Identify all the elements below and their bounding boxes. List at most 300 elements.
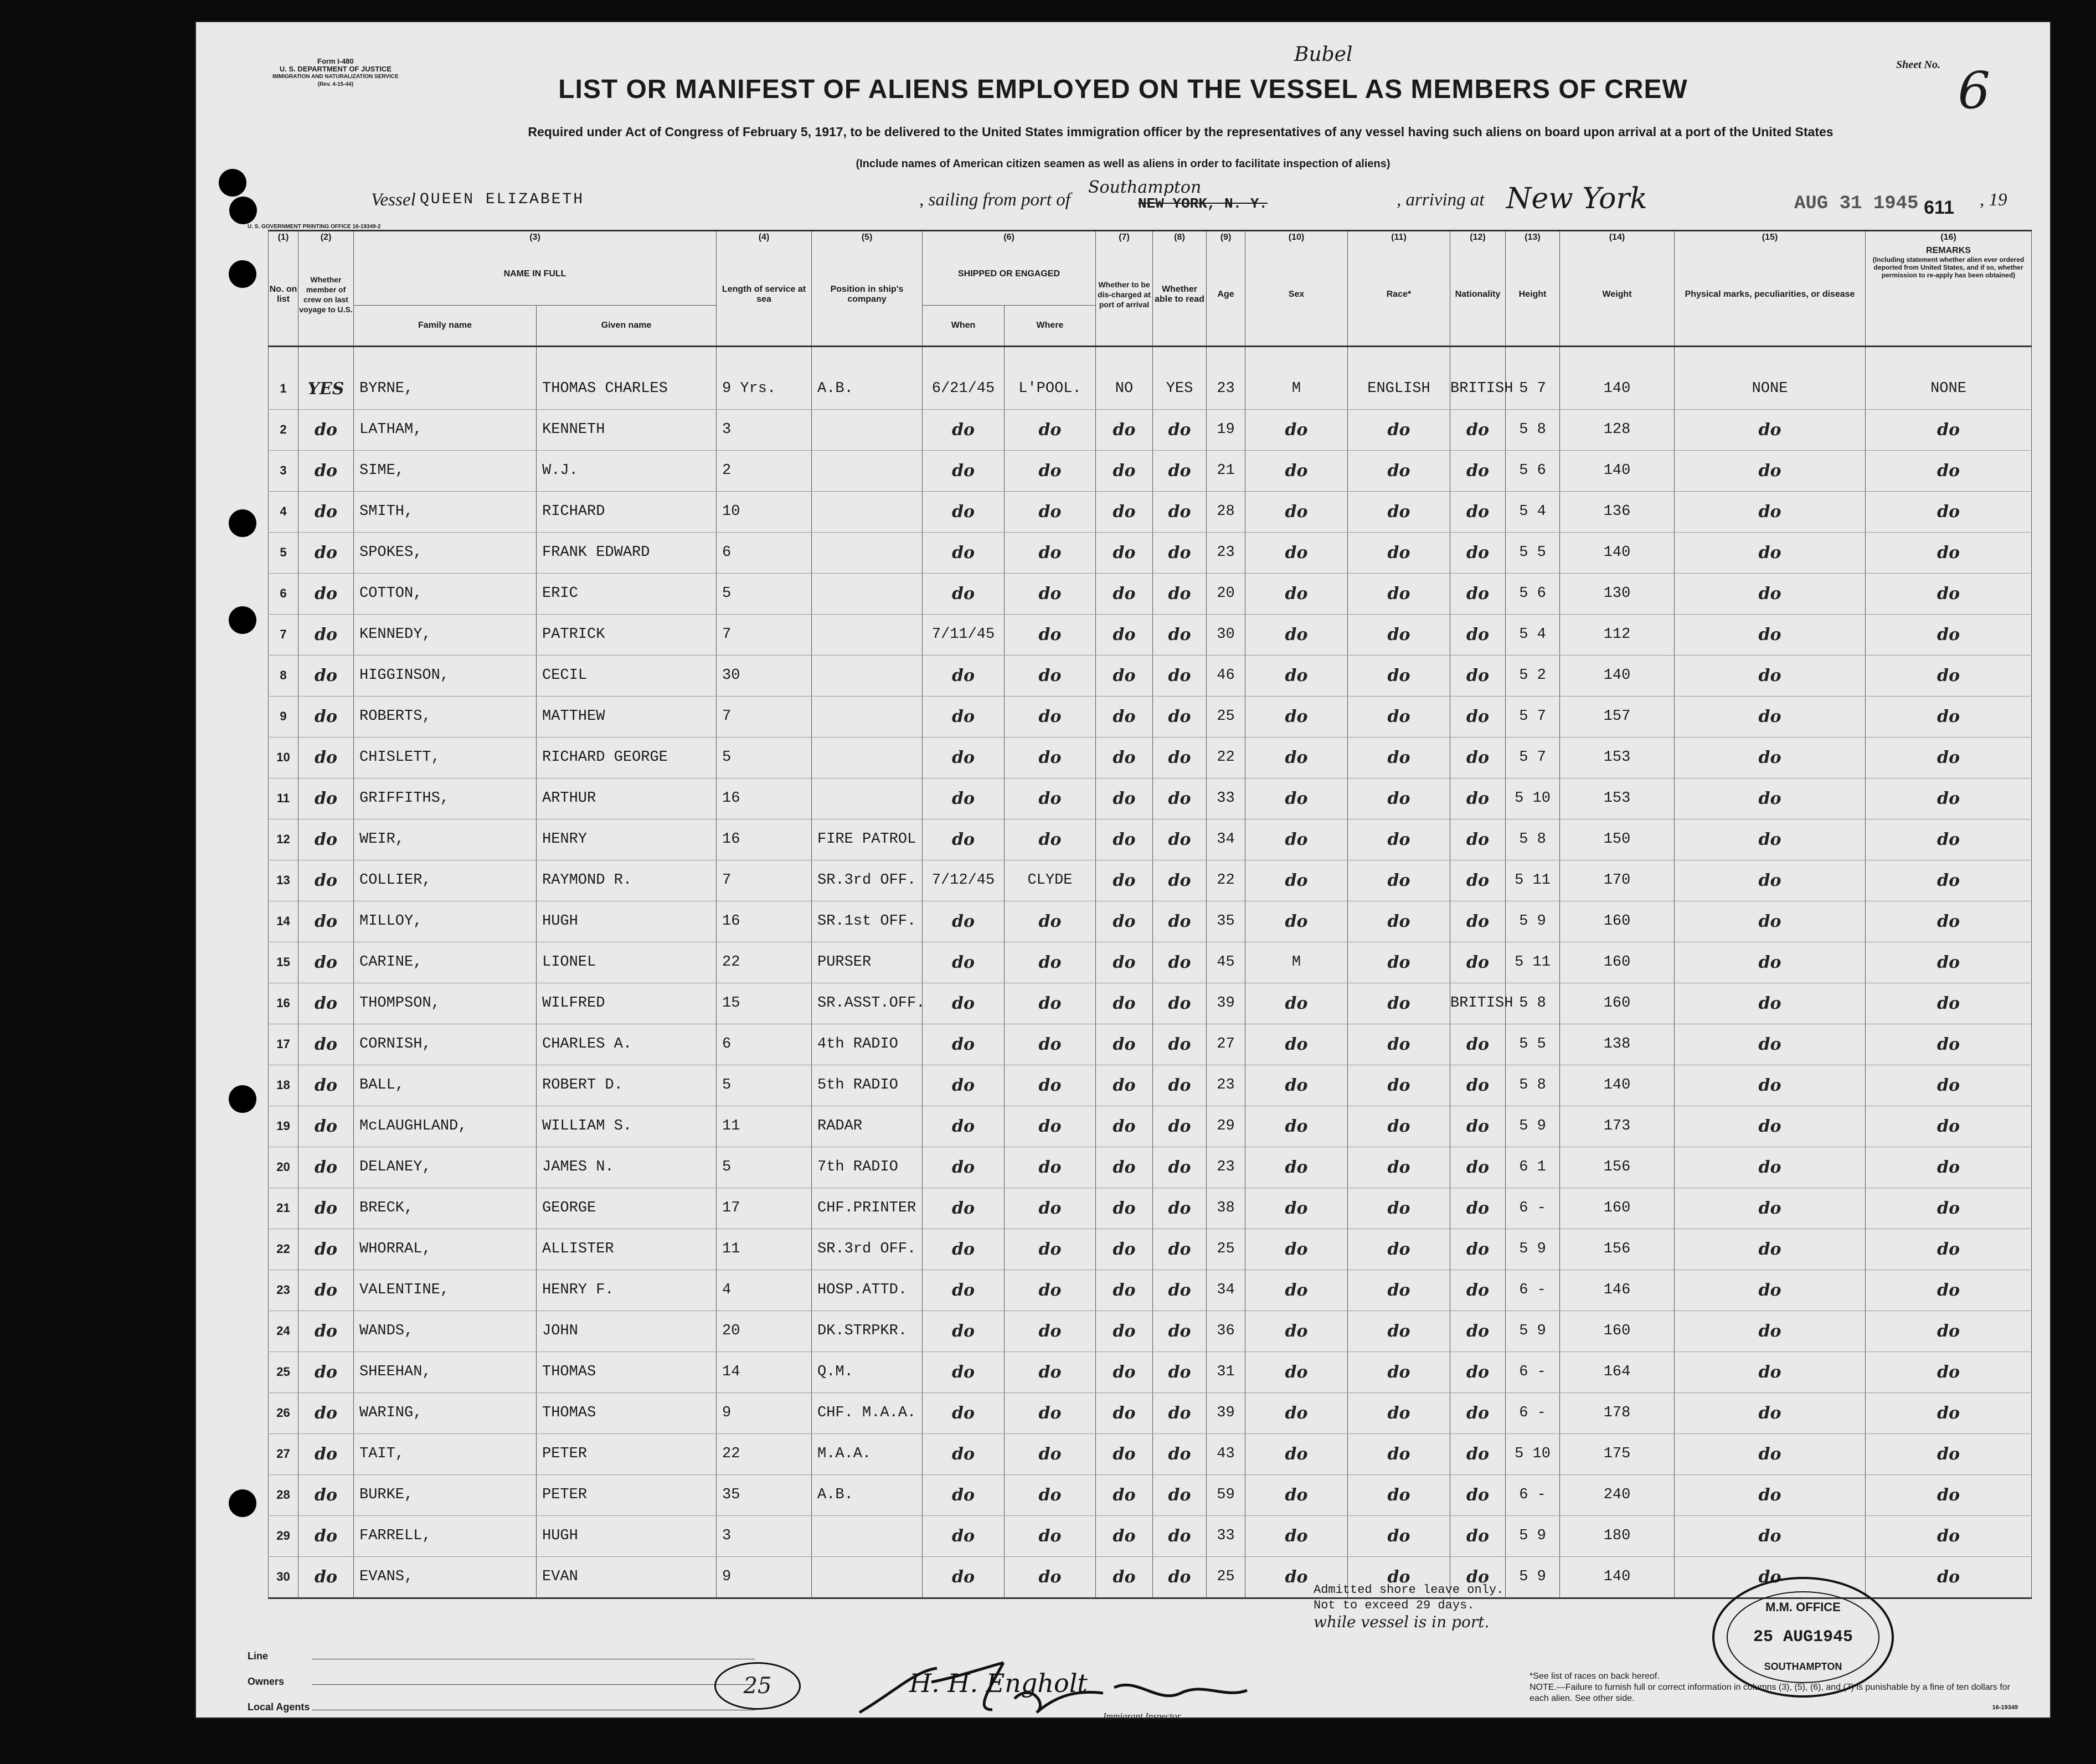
cell-no: 18: [269, 1065, 298, 1106]
cell-race: ENGLISH: [1348, 369, 1450, 410]
cell-weight: 140: [1560, 369, 1675, 410]
col-num: (5): [812, 231, 923, 244]
cell-discharged: do: [1096, 860, 1153, 901]
cell-remarks: do: [1866, 1392, 2032, 1433]
cell-where: do: [1005, 901, 1096, 942]
cell-physical: do: [1675, 1515, 1866, 1556]
crew-row: [269, 409, 2032, 450]
cell-family: WARING,: [354, 1392, 537, 1433]
crew-table: [268, 230, 2032, 1599]
cell-where: do: [1005, 450, 1096, 491]
cell-position: [812, 696, 923, 737]
punch-hole: [229, 1489, 256, 1517]
cell-age: 28: [1207, 491, 1245, 532]
cell-family: BALL,: [354, 1065, 537, 1106]
cell-where: do: [1005, 1270, 1096, 1311]
manifest-number: 611: [1924, 197, 1954, 218]
cell-family: LATHAM,: [354, 409, 537, 450]
cell-discharged: do: [1096, 778, 1153, 819]
cell-nationality: do: [1450, 1106, 1506, 1147]
cell-nationality: do: [1450, 491, 1506, 532]
cell-discharged: do: [1096, 532, 1153, 573]
cell-where: do: [1005, 491, 1096, 532]
cell-family: FARRELL,: [354, 1515, 537, 1556]
cell-when: do: [923, 1147, 1005, 1188]
header-remarks: [1866, 244, 2032, 347]
cell-weight: 160: [1560, 942, 1675, 983]
cell-where: do: [1005, 1474, 1096, 1515]
cell-nationality: do: [1450, 1147, 1506, 1188]
cell-position: [812, 491, 923, 532]
cell-sex: do: [1245, 1147, 1348, 1188]
cell-service: 5: [717, 573, 812, 614]
cell-position: [812, 532, 923, 573]
cell-member: do: [298, 491, 354, 532]
cell-member: do: [298, 860, 354, 901]
cell-age: 45: [1207, 942, 1245, 983]
header-physical-marks: Physical marks, peculiarities, or disease: [1675, 244, 1866, 347]
cell-position: [812, 614, 923, 655]
cell-family: MILLOY,: [354, 901, 537, 942]
cell-where: do: [1005, 1106, 1096, 1147]
cell-height: 5 7: [1506, 737, 1560, 778]
cell-nationality: do: [1450, 696, 1506, 737]
cell-member: do: [298, 1392, 354, 1433]
crew-row: [269, 860, 2032, 901]
cell-weight: 240: [1560, 1474, 1675, 1515]
cell-service: 9: [717, 1556, 812, 1598]
crew-row: [269, 1229, 2032, 1270]
cell-race: do: [1348, 1433, 1450, 1474]
vessel-name: QUEEN ELIZABETH: [420, 191, 585, 208]
cell-physical: do: [1675, 491, 1866, 532]
service: IMMIGRATION AND NATURALIZATION SERVICE: [272, 74, 399, 80]
cell-discharged: do: [1096, 1474, 1153, 1515]
cell-age: 43: [1207, 1433, 1245, 1474]
cell-race: do: [1348, 532, 1450, 573]
cell-sex: do: [1245, 1433, 1348, 1474]
cell-physical: do: [1675, 450, 1866, 491]
cell-position: 7th RADIO: [812, 1147, 923, 1188]
cell-weight: 164: [1560, 1352, 1675, 1392]
cell-member: do: [298, 1229, 354, 1270]
cell-age: 19: [1207, 409, 1245, 450]
cell-given: GEORGE: [537, 1188, 717, 1229]
cell-nationality: do: [1450, 1065, 1506, 1106]
cell-height: 5 5: [1506, 1024, 1560, 1065]
cell-nationality: do: [1450, 1515, 1506, 1556]
include-note: (Include names of American citizen seamen as well as aliens in order to facilitate inspection of aliens): [856, 158, 1391, 170]
cell-given: PATRICK: [537, 614, 717, 655]
cell-sex: do: [1245, 1474, 1348, 1515]
col-num: (11): [1348, 231, 1450, 244]
cell-when: do: [923, 1352, 1005, 1392]
cell-where: do: [1005, 614, 1096, 655]
cell-age: 22: [1207, 737, 1245, 778]
cell-physical: do: [1675, 1188, 1866, 1229]
punch-hole: [229, 260, 256, 288]
cell-age: 35: [1207, 901, 1245, 942]
cell-given: LIONEL: [537, 942, 717, 983]
cell-race: do: [1348, 1311, 1450, 1352]
cell-height: 5 11: [1506, 860, 1560, 901]
cell-where: do: [1005, 1515, 1096, 1556]
cell-service: 6: [717, 1024, 812, 1065]
cell-when: do: [923, 1065, 1005, 1106]
cell-position: [812, 1515, 923, 1556]
crew-row: [269, 1106, 2032, 1147]
cell-member: do: [298, 450, 354, 491]
cell-sex: do: [1245, 655, 1348, 696]
cell-family: SIME,: [354, 450, 537, 491]
cell-where: do: [1005, 655, 1096, 696]
cell-height: 5 11: [1506, 942, 1560, 983]
col-num: (4): [717, 231, 812, 244]
cell-sex: do: [1245, 1556, 1348, 1598]
col-num: (16): [1866, 231, 2032, 244]
cell-remarks: do: [1866, 614, 2032, 655]
cell-remarks: do: [1866, 1556, 2032, 1598]
cell-physical: do: [1675, 1065, 1866, 1106]
cell-remarks: do: [1866, 655, 2032, 696]
arriving-label: , arriving at: [1397, 190, 1485, 210]
cell-when: do: [923, 983, 1005, 1024]
cell-no: 4: [269, 491, 298, 532]
cell-service: 9 Yrs.: [717, 369, 812, 410]
cell-nationality: do: [1450, 737, 1506, 778]
cell-position: FIRE PATROL: [812, 819, 923, 860]
cell-remarks: do: [1866, 860, 2032, 901]
cell-family: COLLIER,: [354, 860, 537, 901]
cell-race: do: [1348, 1474, 1450, 1515]
cell-weight: 130: [1560, 573, 1675, 614]
cell-sex: M: [1245, 369, 1348, 410]
cell-discharged: do: [1096, 1392, 1153, 1433]
header-name-in-full: NAME IN FULL: [354, 244, 717, 305]
cell-member: do: [298, 573, 354, 614]
cell-family: DELANEY,: [354, 1147, 537, 1188]
owners-blank: [312, 1684, 755, 1685]
cell-when: do: [923, 901, 1005, 942]
cell-race: do: [1348, 1106, 1450, 1147]
cell-when: do: [923, 819, 1005, 860]
cell-discharged: do: [1096, 1515, 1153, 1556]
cell-sex: do: [1245, 532, 1348, 573]
cell-read: do: [1153, 1474, 1207, 1515]
admitted-handwritten: while vessel is in port.: [1314, 1613, 1490, 1631]
cell-height: 5 9: [1506, 1106, 1560, 1147]
revision: (Rev. 4-15-44): [317, 81, 354, 87]
cell-sex: do: [1245, 491, 1348, 532]
crew-row: [269, 778, 2032, 819]
cell-position: 4th RADIO: [812, 1024, 923, 1065]
circled-count: 25: [714, 1662, 801, 1710]
cell-discharged: do: [1096, 1147, 1153, 1188]
cell-read: do: [1153, 819, 1207, 860]
cell-when: do: [923, 532, 1005, 573]
crew-row: [269, 1392, 2032, 1433]
cell-remarks: do: [1866, 450, 2032, 491]
cell-service: 22: [717, 1433, 812, 1474]
col-num: (1): [269, 231, 298, 244]
cell-service: 10: [717, 491, 812, 532]
header-height: Height: [1506, 244, 1560, 347]
cell-physical: do: [1675, 1106, 1866, 1147]
cell-weight: 157: [1560, 696, 1675, 737]
cell-service: 16: [717, 819, 812, 860]
cell-weight: 156: [1560, 1147, 1675, 1188]
cell-member: do: [298, 819, 354, 860]
cell-no: 13: [269, 860, 298, 901]
cell-no: 23: [269, 1270, 298, 1311]
header-family-name: Family name: [354, 305, 537, 346]
header-row-1: [269, 244, 2032, 305]
cell-weight: 153: [1560, 778, 1675, 819]
header-race: Race*: [1348, 244, 1450, 347]
cell-member: do: [298, 1433, 354, 1474]
cell-weight: 140: [1560, 655, 1675, 696]
cell-weight: 170: [1560, 860, 1675, 901]
cell-service: 7: [717, 614, 812, 655]
punch-hole: [219, 169, 246, 197]
cell-age: 38: [1207, 1188, 1245, 1229]
cell-remarks: do: [1866, 778, 2032, 819]
cell-weight: 150: [1560, 819, 1675, 860]
cell-read: do: [1153, 1065, 1207, 1106]
cell-read: do: [1153, 1556, 1207, 1598]
cell-weight: 140: [1560, 532, 1675, 573]
cell-discharged: do: [1096, 737, 1153, 778]
cell-height: 5 2: [1506, 655, 1560, 696]
cell-when: do: [923, 1392, 1005, 1433]
cell-when: do: [923, 696, 1005, 737]
cell-position: DK.STRPKR.: [812, 1311, 923, 1352]
cell-discharged: do: [1096, 573, 1153, 614]
header-age: Age: [1207, 244, 1245, 347]
cell-age: 33: [1207, 1515, 1245, 1556]
cell-age: 21: [1207, 450, 1245, 491]
cell-family: BRECK,: [354, 1188, 537, 1229]
cell-position: A.B.: [812, 1474, 923, 1515]
cell-weight: 153: [1560, 737, 1675, 778]
cell-given: RAYMOND R.: [537, 860, 717, 901]
cell-no: 7: [269, 614, 298, 655]
admitted-line-1: Admitted shore leave only.: [1314, 1583, 1504, 1597]
cell-family: COTTON,: [354, 573, 537, 614]
crew-row: [269, 696, 2032, 737]
cell-discharged: do: [1096, 409, 1153, 450]
cell-weight: 175: [1560, 1433, 1675, 1474]
cell-where: do: [1005, 1188, 1096, 1229]
cell-family: HIGGINSON,: [354, 655, 537, 696]
cell-height: 5 9: [1506, 1515, 1560, 1556]
cell-service: 16: [717, 901, 812, 942]
cell-sex: do: [1245, 1352, 1348, 1392]
cell-race: do: [1348, 491, 1450, 532]
header-given-name: Given name: [537, 305, 717, 346]
cell-age: 23: [1207, 369, 1245, 410]
cell-given: JOHN: [537, 1311, 717, 1352]
col-num: (9): [1207, 231, 1245, 244]
cell-when: do: [923, 1311, 1005, 1352]
cell-read: do: [1153, 778, 1207, 819]
cell-physical: do: [1675, 614, 1866, 655]
cell-weight: 160: [1560, 1311, 1675, 1352]
cell-remarks: do: [1866, 1106, 2032, 1147]
cell-given: ERIC: [537, 573, 717, 614]
cell-physical: do: [1675, 1352, 1866, 1392]
cell-where: do: [1005, 983, 1096, 1024]
cell-where: do: [1005, 1556, 1096, 1598]
cell-given: CHARLES A.: [537, 1024, 717, 1065]
cell-service: 4: [717, 1270, 812, 1311]
cell-where: L'POOL.: [1005, 369, 1096, 410]
cell-physical: NONE: [1675, 369, 1866, 410]
cell-member: YES: [298, 369, 354, 410]
cell-member: do: [298, 1474, 354, 1515]
col-num: (7): [1096, 231, 1153, 244]
cell-read: do: [1153, 450, 1207, 491]
cell-where: do: [1005, 819, 1096, 860]
cell-no: 24: [269, 1311, 298, 1352]
cell-no: 25: [269, 1352, 298, 1392]
crew-row: [269, 614, 2032, 655]
cell-where: do: [1005, 1024, 1096, 1065]
cell-no: 8: [269, 655, 298, 696]
sailing-struck: NEW YORK, N. Y.: [1138, 195, 1268, 212]
cell-nationality: do: [1450, 860, 1506, 901]
cell-age: 33: [1207, 778, 1245, 819]
cell-remarks: do: [1866, 1311, 2032, 1352]
header-when: When: [923, 305, 1005, 346]
column-number-row: [269, 231, 2032, 244]
crew-row: [269, 1188, 2032, 1229]
vessel-label: Vessel: [371, 190, 416, 210]
cell-age: 25: [1207, 1556, 1245, 1598]
cell-given: HENRY F.: [537, 1270, 717, 1311]
cell-discharged: do: [1096, 1024, 1153, 1065]
footer-labels: [248, 1643, 310, 1720]
cell-physical: do: [1675, 942, 1866, 983]
cell-race: do: [1348, 696, 1450, 737]
admitted-line-2: Not to exceed 29 days.: [1314, 1598, 1475, 1612]
cell-age: 23: [1207, 1065, 1245, 1106]
cell-age: 46: [1207, 655, 1245, 696]
cell-no: 10: [269, 737, 298, 778]
cell-discharged: do: [1096, 1106, 1153, 1147]
cell-member: do: [298, 1352, 354, 1392]
cell-remarks: do: [1866, 819, 2032, 860]
manifest-page: [195, 21, 2051, 1719]
cell-read: do: [1153, 655, 1207, 696]
cell-family: EVANS,: [354, 1556, 537, 1598]
cell-discharged: do: [1096, 1352, 1153, 1392]
sailing-handwritten: Southampton: [1088, 178, 1202, 197]
cell-family: SPOKES,: [354, 532, 537, 573]
header-nationality: Nationality: [1450, 244, 1506, 347]
form-id: Form I-480: [317, 57, 354, 65]
header-weight: Weight: [1560, 244, 1675, 347]
cell-where: do: [1005, 942, 1096, 983]
cell-no: 22: [269, 1229, 298, 1270]
cell-nationality: do: [1450, 1229, 1506, 1270]
cell-no: 12: [269, 819, 298, 860]
cell-discharged: do: [1096, 1556, 1153, 1598]
document-title: LIST OR MANIFEST OF ALIENS EMPLOYED ON THE VESSEL AS MEMBERS OF CREW: [558, 75, 1688, 104]
cell-race: do: [1348, 983, 1450, 1024]
cell-race: do: [1348, 942, 1450, 983]
crew-row: [269, 369, 2032, 410]
crew-row: [269, 819, 2032, 860]
cell-read: do: [1153, 614, 1207, 655]
cell-remarks: do: [1866, 1352, 2032, 1392]
cell-given: HUGH: [537, 901, 717, 942]
cell-service: 35: [717, 1474, 812, 1515]
cell-sex: do: [1245, 1106, 1348, 1147]
cell-position: [812, 778, 923, 819]
cell-weight: 160: [1560, 1188, 1675, 1229]
cell-physical: do: [1675, 1024, 1866, 1065]
cell-service: 5: [717, 737, 812, 778]
local-agents-label: Local Agents: [248, 1701, 310, 1713]
cell-member: do: [298, 1556, 354, 1598]
races-note: *See list of races on back hereof.: [1529, 1672, 1660, 1681]
cell-family: CARINE,: [354, 942, 537, 983]
cell-height: 5 6: [1506, 573, 1560, 614]
spacer-row: [269, 347, 2032, 369]
cell-sex: do: [1245, 1311, 1348, 1352]
cell-physical: do: [1675, 737, 1866, 778]
stamp-top: M.M. OFFICE: [1765, 1600, 1841, 1614]
cell-position: Q.M.: [812, 1352, 923, 1392]
crew-row: [269, 1024, 2032, 1065]
cell-nationality: do: [1450, 573, 1506, 614]
cell-given: RICHARD GEORGE: [537, 737, 717, 778]
cell-where: do: [1005, 1311, 1096, 1352]
cell-family: ROBERTS,: [354, 696, 537, 737]
cell-age: 39: [1207, 1392, 1245, 1433]
crew-row: [269, 942, 2032, 983]
cell-when: 7/12/45: [923, 860, 1005, 901]
cell-physical: do: [1675, 1229, 1866, 1270]
cell-nationality: do: [1450, 942, 1506, 983]
header-length-service: Length of service at sea: [717, 244, 812, 347]
cell-height: 5 4: [1506, 491, 1560, 532]
cell-position: [812, 737, 923, 778]
cell-physical: do: [1675, 1556, 1866, 1598]
cell-nationality: do: [1450, 450, 1506, 491]
cell-nationality: do: [1450, 1556, 1506, 1598]
crew-row: [269, 1474, 2032, 1515]
cell-position: CHF.PRINTER: [812, 1188, 923, 1229]
cell-age: 34: [1207, 819, 1245, 860]
cell-nationality: do: [1450, 1270, 1506, 1311]
cell-no: 20: [269, 1147, 298, 1188]
cell-service: 22: [717, 942, 812, 983]
cell-sex: M: [1245, 942, 1348, 983]
cell-given: KENNETH: [537, 409, 717, 450]
crew-row: [269, 1352, 2032, 1392]
cell-physical: do: [1675, 983, 1866, 1024]
cell-read: do: [1153, 1311, 1207, 1352]
cell-family: SHEEHAN,: [354, 1352, 537, 1392]
cell-sex: do: [1245, 1229, 1348, 1270]
cell-sex: do: [1245, 573, 1348, 614]
cell-race: do: [1348, 1229, 1450, 1270]
cell-read: do: [1153, 696, 1207, 737]
cell-sex: do: [1245, 1065, 1348, 1106]
cell-when: do: [923, 409, 1005, 450]
